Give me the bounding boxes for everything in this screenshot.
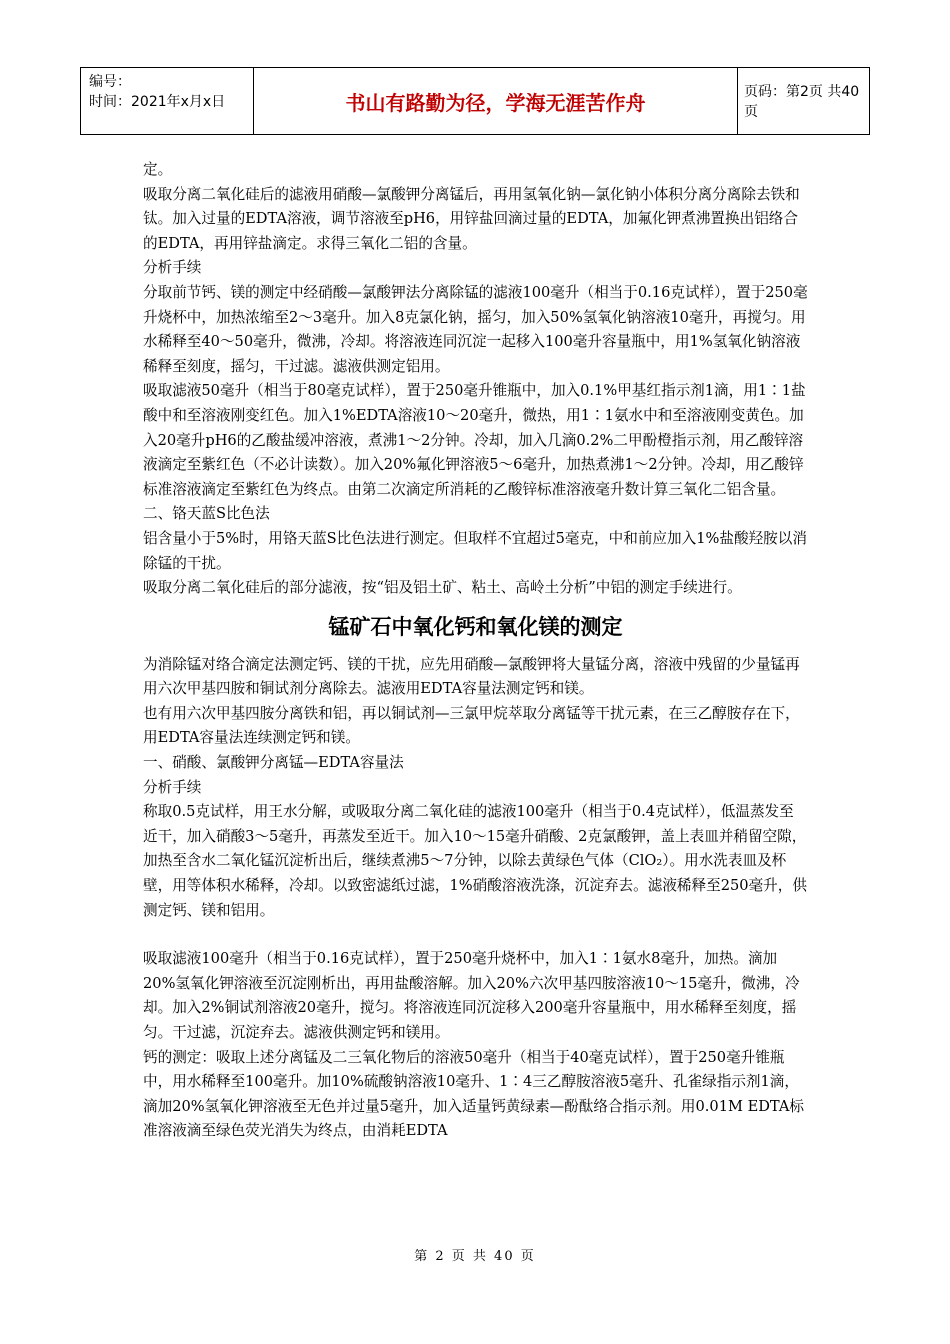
paragraph: 吸取分离二氧化硅后的部分滤液，按“铝及铝土矿、粘土、高岭土分析”中铝的测定手续进行。 [143, 579, 742, 597]
header-motto-cell [254, 68, 738, 134]
paragraph: 钙的测定：吸取上述分离锰及二三氧化物后的溶液50毫升（相当于40毫克试样），置于250毫升锥瓶中，用水稀释至100毫升。加10%硫酸钠溶液10毫升、1∶4三乙醇胺溶液5毫升、孔雀绿指示剂1滴，滴加20%氢氧化钾溶液至无色并过量5毫升，加入适量钙黄绿素—酚酞络合指示剂。用0.01M EDTA标准溶液滴至绿色荧光消失为终点，由消耗EDTA [143, 1048, 805, 1140]
paragraph: 吸取分离二氧化硅后的滤液用硝酸—氯酸钾分离锰后，再用氢氧化钠—氯化钠小体积分离分离除去铁和钛。加入过量的EDTA溶液，调节溶液至pH6，用锌盐回滴过量的EDTA，加氟化钾煮沸置换出铝络合的EDTA，再用锌盐滴定。求得三氧化二铝的含量。 [143, 185, 800, 252]
paragraph: 吸取滤液50毫升（相当于80毫克试样），置于250毫升锥瓶中，加入0.1%甲基红指示剂1滴，用1∶1盐酸中和至溶液刚变红色。加入1%EDTA溶液10～20毫升，微热，用1∶1氨水中和至溶液刚变黄色。加入20毫升pH6的乙酸盐缓冲溶液，煮沸1～2分钟。冷却，加入几滴0.2%二甲酚橙指示剂，用乙酸锌溶液滴定至紫红色（不必计读数）。加入20%氟化钾溶液5～6毫升，加热煮沸1～2分钟。冷却，用乙酸锌标准溶液滴定至紫红色为终点。由第二次滴定所消耗的乙酸锌标准溶液毫升数计算三氧化二铝含量。 [143, 382, 806, 498]
motto-text: 书山有路勤为径，学海无涯苦作舟 [345, 90, 646, 115]
paragraph: 铝含量小于5%时，用铬天蓝S比色法进行测定。但取样不宜超过5毫克，中和前应加入1%盐酸羟胺以消除锰的干扰。 [143, 529, 807, 572]
blank-line [143, 923, 808, 947]
paragraph: 分析手续 [143, 778, 202, 796]
paragraph: 二、铬天蓝S比色法 [143, 505, 270, 523]
paragraph: 分取前节钙、镁的测定中经硝酸—氯酸钾法分离除锰的滤液100毫升（相当于0.16克试样），置于250毫升烧杯中，加热浓缩至2～3毫升。加入8克氯化钠，摇匀，加入50%氢氧化钠溶液10毫升，再搅匀。用水稀释至40～50毫升，微沸，冷却。将溶液连同沉淀一起移入100毫升容量瓶中，用1%氢氧化钠溶液稀释至刻度，摇匀，干过滤。滤液供测定铝用。 [143, 283, 808, 375]
page-label: 页码：第2页 共40页 [744, 84, 860, 120]
paragraph: 也有用六次甲基四胺分离铁和铝，再以铜试剂—三氯甲烷萃取分离锰等干扰元素，在三乙醇胺存在下，用EDTA容量法连续测定钙和镁。 [143, 704, 800, 747]
paragraph: 称取0.5克试样，用王水分解，或吸取分离二氧化硅的滤液100毫升（相当于0.4克试样），低温蒸发至近干，加入硝酸3～5毫升，再蒸发至近干。加入10～15毫升硝酸、2克氯酸钾，盖上表皿并稍留空隙，加热至含水二氧化锰沉淀析出后，继续煮沸5～7分钟，以除去黄绿色气体（ClO₂）。用水洗表皿及杯壁，用等体积水稀释，冷却。以致密滤纸过滤，1%硝酸溶液洗涤，沉淀弃去。滤液稀释至250毫升，供测定钙、镁和铝用。 [143, 803, 807, 919]
paragraph: 为消除锰对络合滴定法测定钙、镁的干扰，应先用硝酸—氯酸钾将大量锰分离，溶液中残留的少量锰再用六次甲基四胺和铜试剂分离除去。滤液用EDTA容量法测定钙和镁。 [143, 655, 800, 698]
paragraph: 定。 [143, 161, 173, 178]
date-label: 时间：2021年x月x日 [89, 94, 226, 110]
number-label: 编号： [89, 74, 131, 90]
paragraph: 分析手续 [143, 259, 202, 277]
header-page-cell [738, 68, 871, 134]
section-title: 锰矿石中氧化钙和氧化镁的测定 [328, 614, 623, 639]
document-body [143, 158, 808, 1144]
page-footer [0, 1245, 950, 1264]
header-meta-cell [81, 68, 254, 134]
header-table [80, 67, 870, 135]
footer-page-number: 第 2 页 共 40 页 [414, 1249, 536, 1264]
paragraph: 一、硝酸、氯酸钾分离锰—EDTA容量法 [143, 754, 404, 772]
paragraph: 吸取滤液100毫升（相当于0.16克试样），置于250毫升烧杯中，加入1∶1氨水8毫升，加热。滴加20%氢氧化钾溶液至沉淀刚析出，再用盐酸溶解。加入20%六次甲基四胺溶液10～15毫升，微沸，冷却。加入2%铜试剂溶液20毫升，搅匀。将溶液连同沉淀移入200毫升容量瓶中，用水稀释至刻度，摇匀。干过滤，沉淀弃去。滤液供测定钙和镁用。 [143, 950, 800, 1041]
